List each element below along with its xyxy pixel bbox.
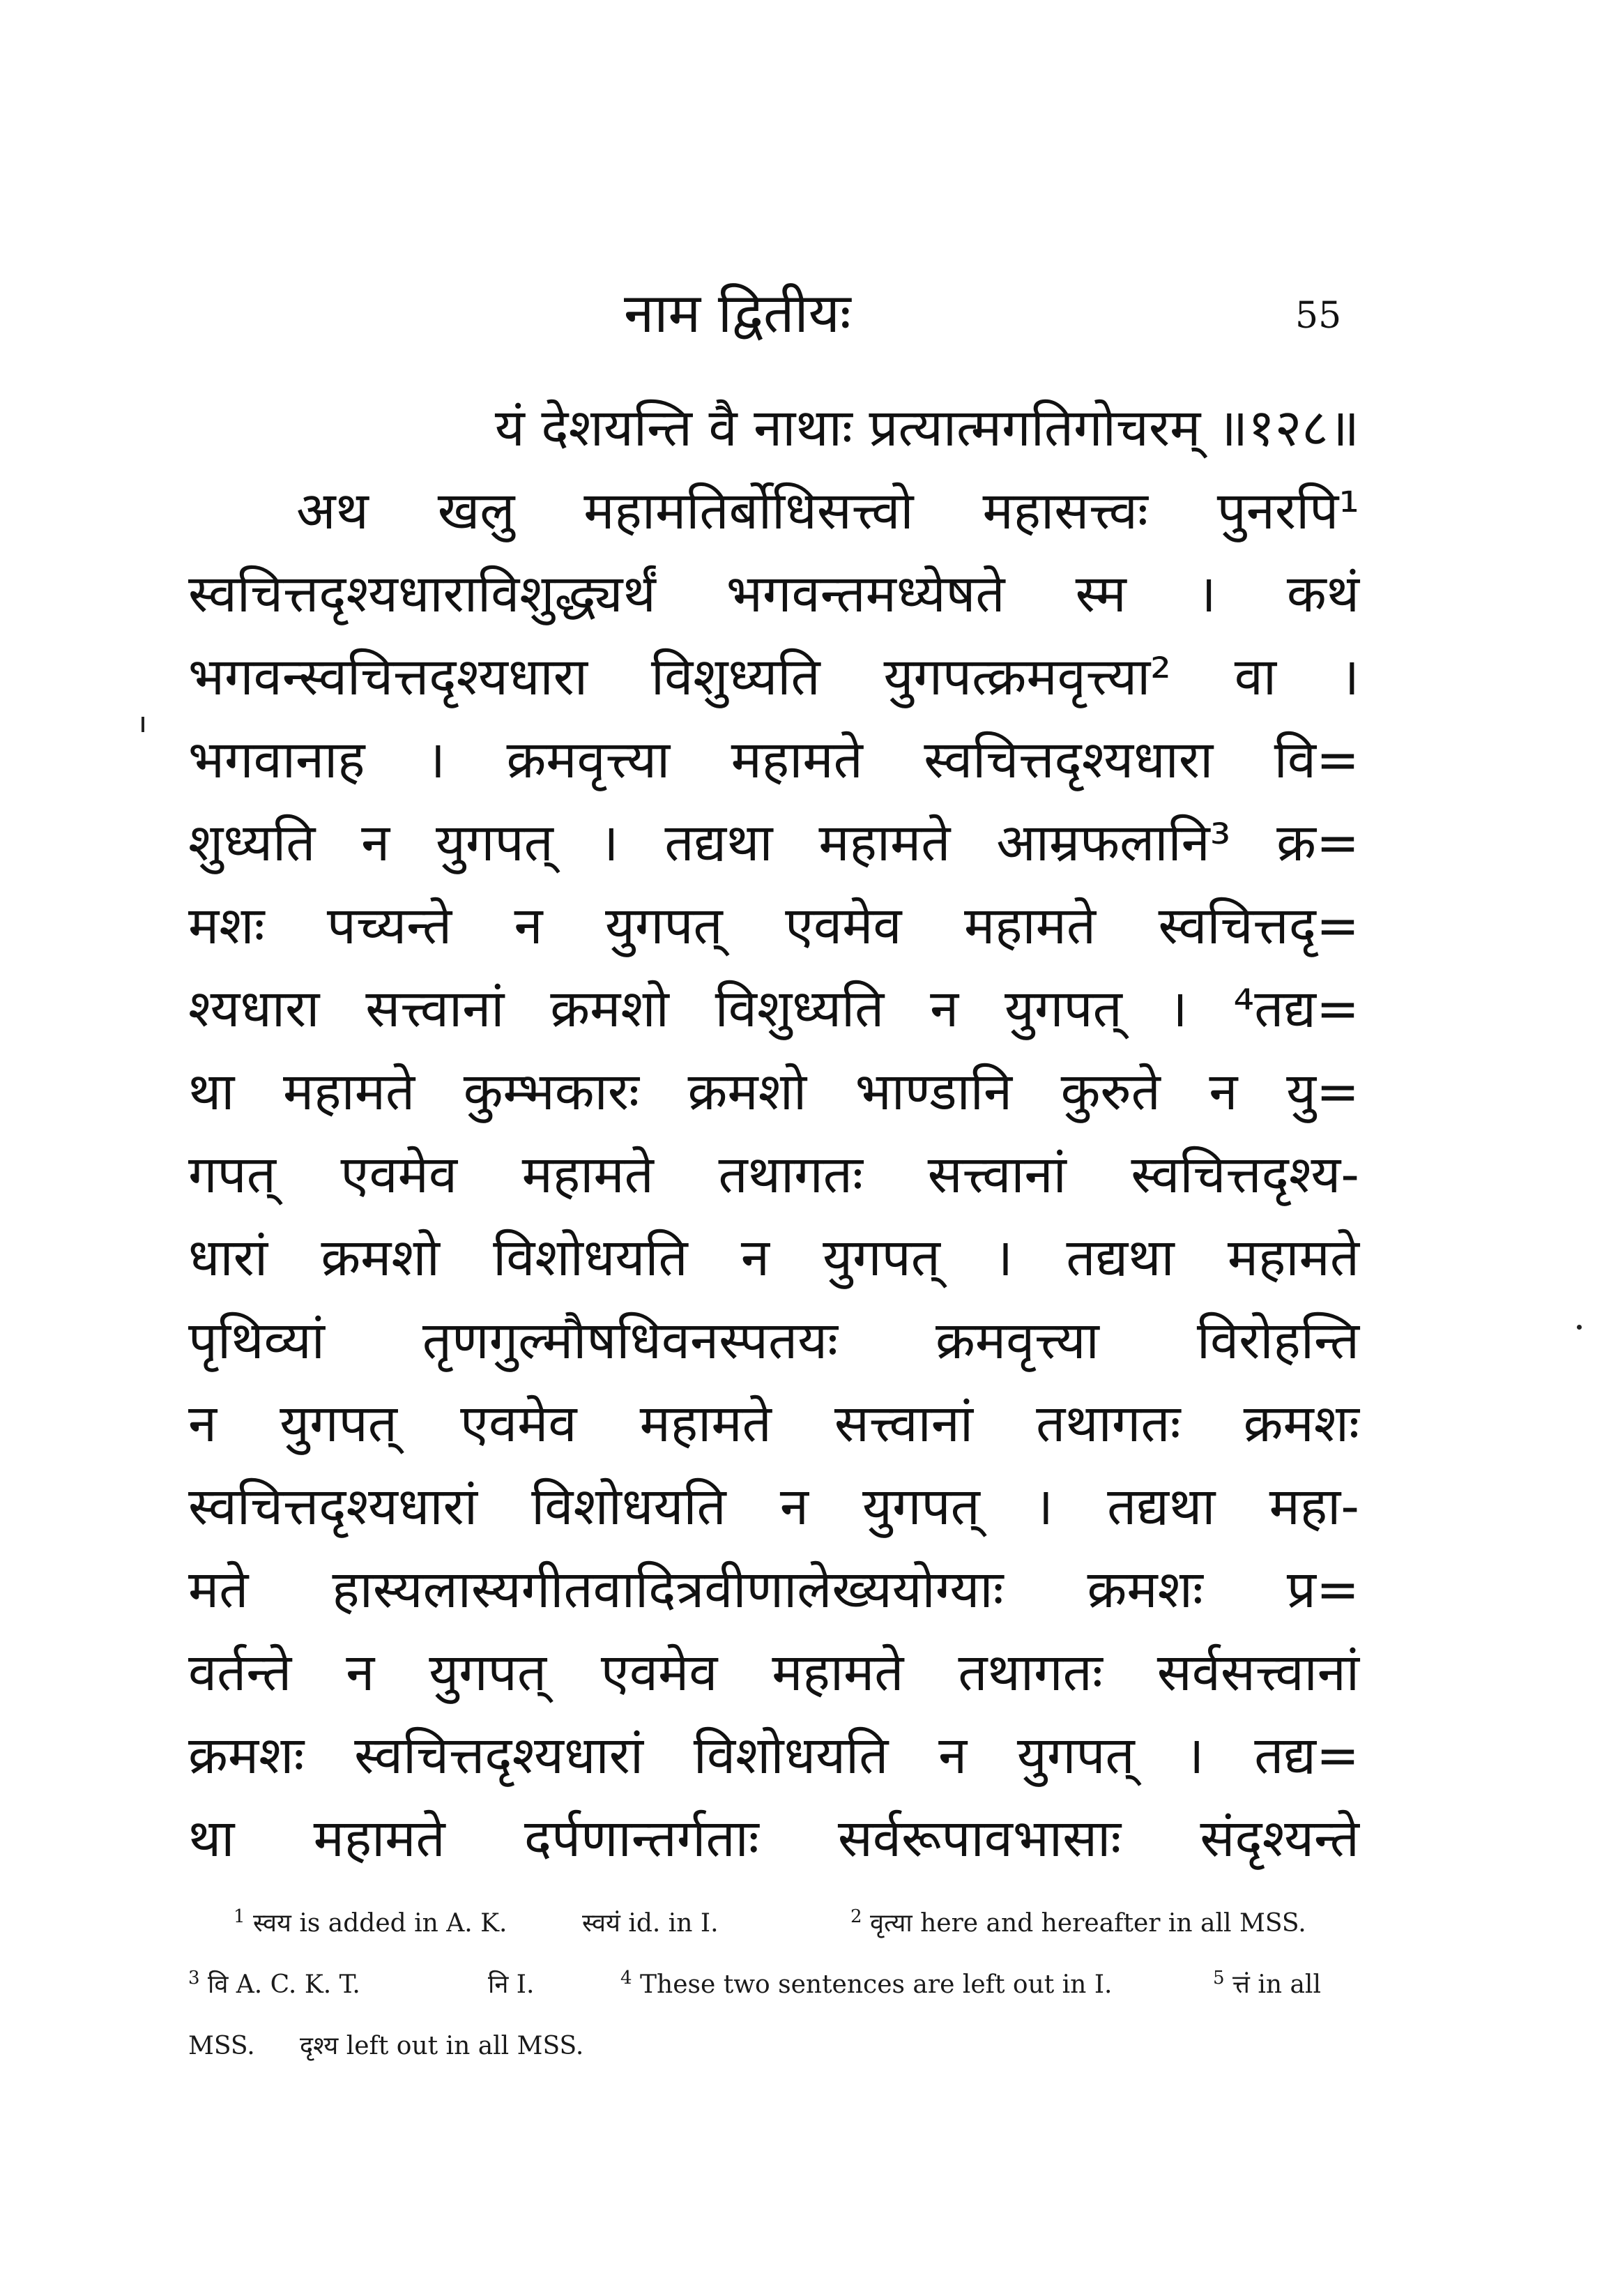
text-line: गपत् एवमेव महामते तथागतः सत्त्वानां स्वचित्तदृश्य- — [188, 1145, 1359, 1205]
running-title: नाम द्वितीयः — [624, 282, 851, 345]
verse-line: यं देशयन्ति वै नाथाः प्रत्यात्मगतिगोचरम् ॥१२८॥ — [494, 398, 1359, 458]
footnote-text: त्तं in all — [1232, 1970, 1321, 1999]
footnote-text: वि A. C. K. T. — [208, 1970, 360, 1999]
footnote-row — [188, 2016, 1359, 2077]
text-line: शुध्यति न युगपत् । तद्यथा महामते आम्रफलानि³ क्र= — [188, 813, 1359, 873]
text-line: श्यधारा सत्त्वानां क्रमशो विशुध्यति न युगपत् । ⁴तद्य= — [188, 979, 1359, 1039]
text-line: न युगपत् एवमेव महामते सत्त्वानां तथागतः क्रमशः — [188, 1394, 1359, 1454]
text-line: था महामते कुम्भकारः क्रमशो भाण्डानि कुरुते न यु= — [188, 1062, 1359, 1122]
text-line: मशः पच्यन्ते न युगपत् एवमेव महामते स्वचित्तदृ= — [188, 896, 1359, 956]
stray-mark — [142, 717, 144, 732]
footnote-1 — [234, 1893, 507, 1954]
footnote-text: These two sentences are left out in I. — [640, 1970, 1113, 1999]
sanskrit-text-block — [188, 387, 1359, 1880]
footnote-5 — [1213, 1954, 1321, 2016]
page-number: 55 — [1295, 295, 1342, 337]
footnote-row — [188, 1893, 1359, 1954]
footnote-row — [188, 1954, 1359, 2016]
footnote-2 — [850, 1893, 1306, 1954]
footnote-marker: 1 — [234, 1906, 245, 1927]
footnote-marker: 4 — [620, 1968, 632, 1989]
footnote-3b: नि I. — [488, 1970, 535, 1999]
text-line: अथ खलु महामतिर्बोधिसत्त्वो महासत्त्वः पुनरपि¹ — [296, 481, 1359, 541]
footnote-marker: 3 — [188, 1968, 200, 1989]
text-line: क्रमशः स्वचित्तदृश्यधारां विशोधयति न युगपत् । तद्य= — [188, 1726, 1359, 1786]
footnotes — [188, 1893, 1359, 2077]
running-head — [0, 275, 1611, 352]
text-line: स्वचित्तदृश्यधारां विशोधयति न युगपत् । तद्यथा महा- — [188, 1477, 1359, 1537]
footnote-marker: 2 — [850, 1906, 862, 1927]
footnote-text: वृत्या here and hereafter in all MSS. — [870, 1909, 1306, 1938]
footnote-5b: दृश्य left out in all MSS. — [300, 2032, 584, 2060]
footnote-3 — [188, 1954, 360, 2016]
text-line: वर्तन्ते न युगपत् एवमेव महामते तथागतः सर्वसत्त्वानां — [188, 1643, 1359, 1703]
text-line: भगवन्स्वचित्तदृश्यधारा विशुध्यति युगपत्क्रमवृत्त्या² वा । — [188, 647, 1359, 707]
text-line: पृथिव्यां तृणगुल्मौषधिवनस्पतयः क्रमवृत्त्या विरोहन्ति — [188, 1311, 1359, 1371]
footnote-1b: स्वयं id. in I. — [582, 1909, 719, 1938]
footnote-text: स्वय is added in A. K. — [253, 1909, 507, 1938]
text-line: था महामते दर्पणान्तर्गताः सर्वरूपावभासाः संदृश्यन्ते — [188, 1809, 1359, 1869]
text-line: स्वचित्तदृश्यधाराविशुद्ध्यर्थं भगवन्तमध्येषते स्म । कथं — [188, 564, 1359, 624]
stray-dot — [1577, 1325, 1582, 1330]
footnote-marker: 5 — [1213, 1968, 1225, 1989]
footnote-4 — [620, 1954, 1112, 2016]
text-line: मते हास्यलास्यगीतवादित्रवीणालेख्ययोग्याः क्रमशः प्र= — [188, 1560, 1359, 1620]
footnote-5-cont: MSS. — [188, 2032, 255, 2060]
text-line: धारां क्रमशो विशोधयति न युगपत् । तद्यथा महामते — [188, 1228, 1359, 1288]
text-line: भगवानाह । क्रमवृत्त्या महामते स्वचित्तदृश्यधारा वि= — [188, 730, 1359, 790]
